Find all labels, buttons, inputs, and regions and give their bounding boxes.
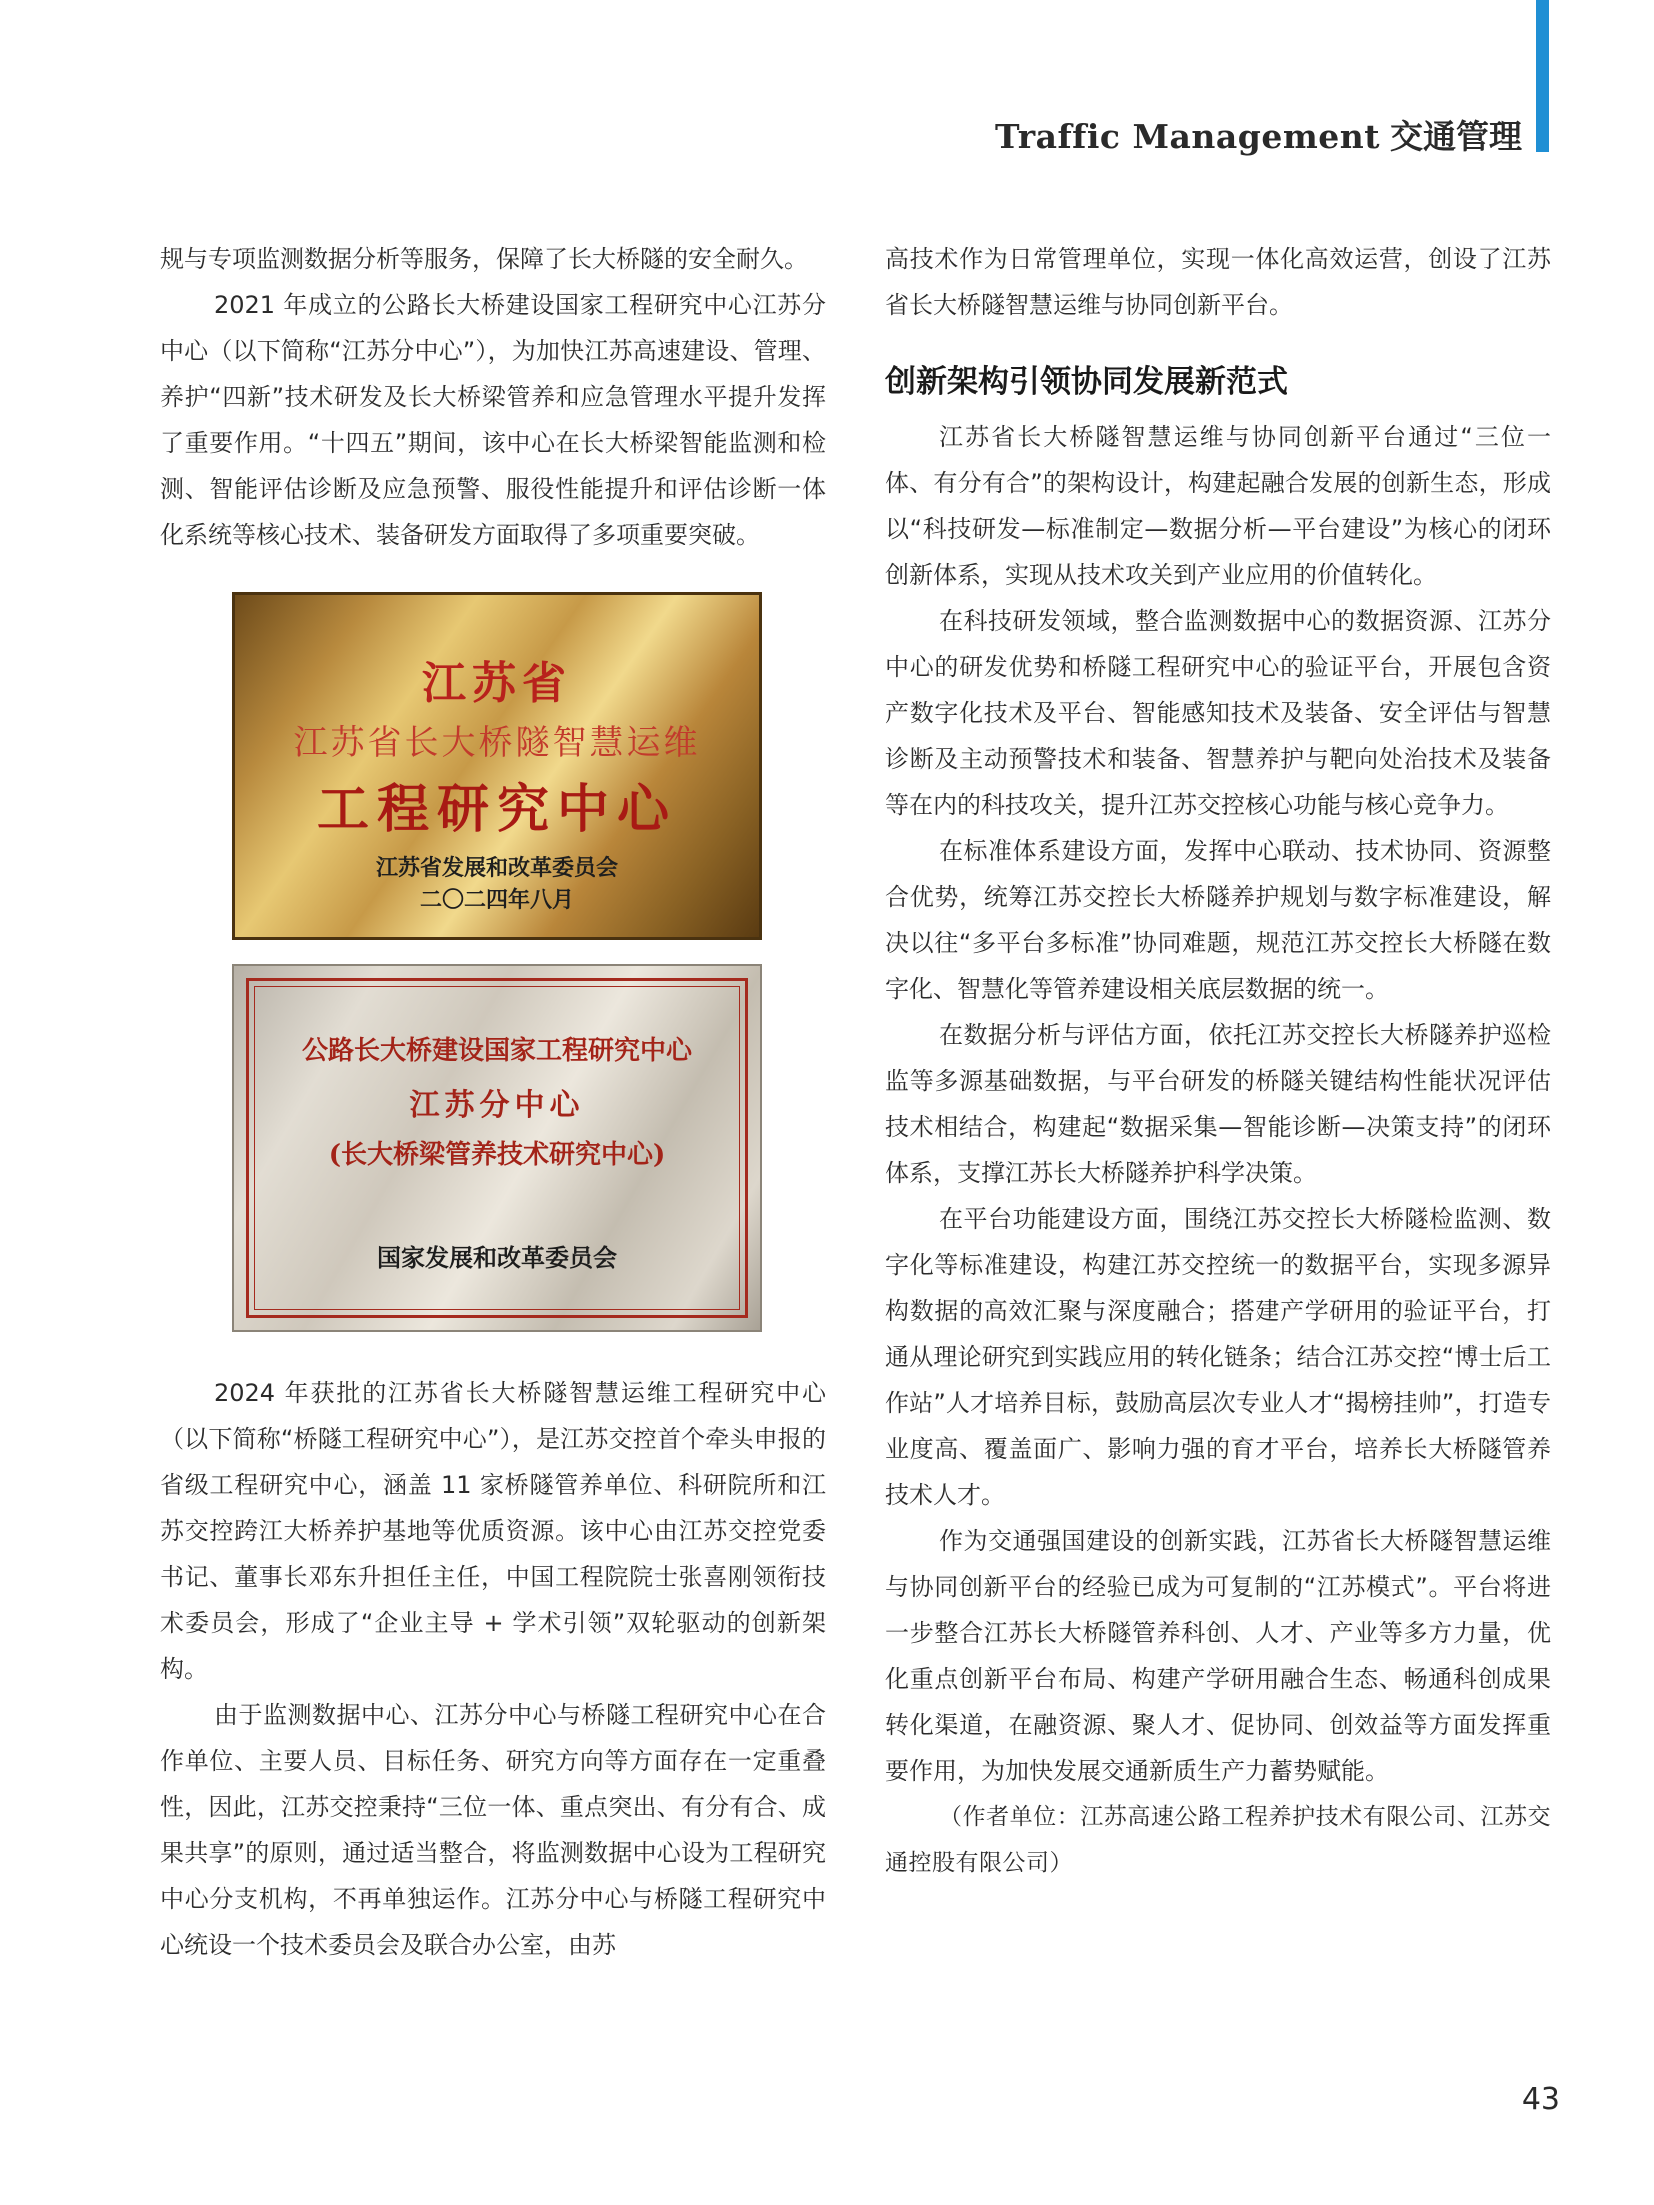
paragraph: 在科技研发领域，整合监测数据中心的数据资源、江苏分中心的研发优势和桥隧工程研究中心的验证平台，开展包含资产数字化技术及平台、智能感知技术及装备、安全评估与智慧诊断及主动预警技术和装备、智慧养护与靶向处治技术及装备等在内的科技攻关，提升江苏交控核心功能与核心竞争力。 — [885, 607, 1551, 819]
page-number: 43 — [1521, 2082, 1560, 2117]
paragraph: 2024 年获批的江苏省长大桥隧智慧运维工程研究中心（以下简称“桥隧工程研究中心”），是江苏交控首个牵头申报的省级工程研究中心，涵盖 11 家桥隧管养单位、科研院所和江苏交控跨江大桥养护基地等优质资源。该中心由江苏交控党委书记、董事长邓东升担任主任，中国工程院院士张喜刚领衔技术委员会，形成了“企业主导 + 学术引领”双轮驱动的创新架构。 — [160, 1379, 826, 1683]
paragraph: 规与专项监测数据分析等服务，保障了长大桥隧的安全耐久。 — [160, 245, 808, 273]
paragraph: 2021 年成立的公路长大桥建设国家工程研究中心江苏分中心（以下简称“江苏分中心”），为加快江苏高速建设、管理、养护“四新”技术研发及长大桥梁管养和应急管理水平提升发挥了重要作用。“十四五”期间，该中心在长大桥梁智能监测和检测、智能评估诊断及应急预警、服役性能提升和评估诊断一体化系统等核心技术、装备研发方面取得了多项重要突破。 — [160, 291, 826, 549]
plaque-silver-line: 江苏分中心 — [409, 1088, 585, 1123]
plaque-photo-gold — [232, 592, 762, 940]
plaque-gold-date: 二〇二四年八月 — [419, 888, 574, 913]
running-header — [995, 112, 1522, 162]
section-title-zh: 交通管理 — [1390, 117, 1522, 156]
paragraph: 在数据分析与评估方面，依托江苏交控长大桥隧养护巡检监等多源基础数据，与平台研发的桥隧关键结构性能状况评估技术相结合，构建起“数据采集—智能诊断—决策支持”的闭环体系，支撑江苏长大桥隧养护科学决策。 — [885, 1021, 1551, 1187]
paragraph: 江苏省长大桥隧智慧运维与协同创新平台通过“三位一体、有分有合”的架构设计，构建起融合发展的创新生态，形成以“科技研发—标准制定—数据分析—平台建设”为核心的闭环创新体系，实现从技术攻关到产业应用的价值转化。 — [885, 423, 1551, 589]
right-column — [885, 236, 1551, 1886]
plaque-silver-line: 公路长大桥建设国家工程研究中心 — [301, 1036, 692, 1066]
paragraph: 在平台功能建设方面，围绕江苏交控长大桥隧检监测、数字化等标准建设，构建江苏交控统一的数据平台，实现多源异构数据的高效汇聚与深度融合；搭建产学研用的验证平台，打通从理论研究到实践应用的转化链条；结合江苏交控“博士后工作站”人才培养目标，鼓励高层次专业人才“揭榜挂帅”，打造专业度高、覆盖面广、影响力强的育才平台，培养长大桥隧管养技术人才。 — [885, 1205, 1551, 1509]
plaque-silver-line: (长大桥梁管养技术研究中心) — [328, 1140, 666, 1170]
header-accent-bar — [1536, 0, 1549, 152]
plaque-gold-line: 江苏省长大桥隧智慧运维 — [293, 723, 701, 763]
section-heading: 创新架构引领协同发展新范式 — [885, 364, 1288, 400]
paragraph: 由于监测数据中心、江苏分中心与桥隧工程研究中心在合作单位、主要人员、目标任务、研究方向等方面存在一定重叠性，因此，江苏交控秉持“三位一体、重点突出、有分有合、成果共享”的原则，通过适当整合，将监测数据中心设为工程研究中心分支机构，不再单独运作。江苏分中心与桥隧工程研究中心统设一个技术委员会及联合办公室，由苏 — [160, 1701, 826, 1959]
plaque-gold-line: 江苏省 — [422, 658, 572, 709]
section-title-en: Traffic Management — [995, 117, 1380, 156]
paragraph: 高技术作为日常管理单位，实现一体化高效运营，创设了江苏省长大桥隧智慧运维与协同创新平台。 — [885, 245, 1551, 319]
left-column — [160, 236, 826, 1968]
paragraph: 作为交通强国建设的创新实践，江苏省长大桥隧智慧运维与协同创新平台的经验已成为可复制的“江苏模式”。平台将进一步整合江苏长大桥隧管养科创、人才、产业等多方力量，优化重点创新平台布局、构建产学研用融合生态、畅通科创成果转化渠道，在融资源、聚人才、促协同、创效益等方面发挥重要作用，为加快发展交通新质生产力蓄势赋能。 — [885, 1527, 1551, 1785]
plaque-gold-issuer: 江苏省发展和改革委员会 — [375, 856, 618, 881]
plaque-gold-line: 工程研究中心 — [316, 779, 677, 840]
plaque-photo-silver — [232, 964, 762, 1332]
paragraph: 在标准体系建设方面，发挥中心联动、技术协同、资源整合优势，统筹江苏交控长大桥隧养护规划与数字标准建设，解决以往“多平台多标准”协同难题，规范江苏交控长大桥隧在数字化、智慧化等管养建设相关底层数据的统一。 — [885, 837, 1551, 1003]
author-credit: （作者单位：江苏高速公路工程养护技术有限公司、江苏交通控股有限公司） — [885, 1804, 1551, 1876]
spacer — [160, 1332, 826, 1370]
plaque-silver-issuer: 国家发展和改革委员会 — [377, 1244, 617, 1272]
